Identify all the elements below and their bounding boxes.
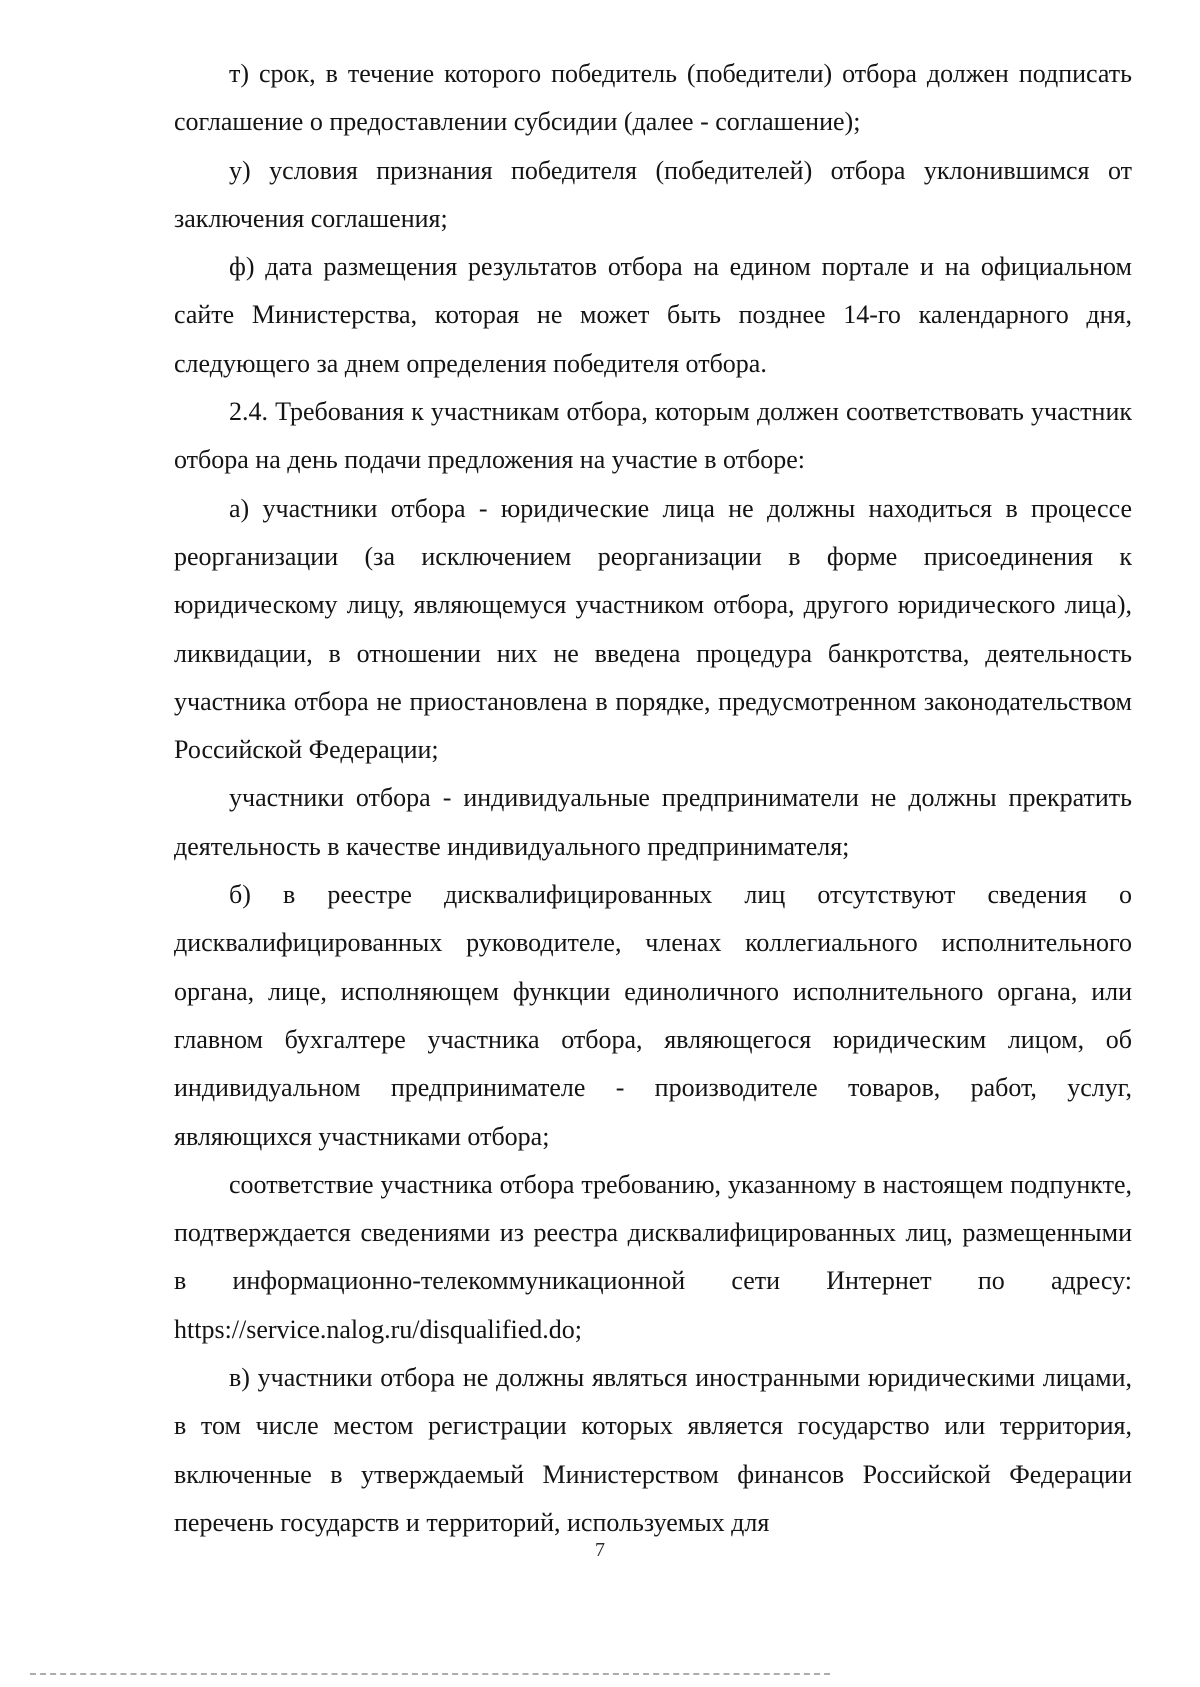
paragraph-v: в) участники отбора не должны являться иностранными юридическими лицами, в том числе местом регистрации которых является государство или территория, включенные в утверждаемый Министерством финансов Российской Федерации перечень государств и территорий, используемых для: [174, 1363, 1132, 1537]
paragraph-b-compliance: соответствие участника отбора требованию, указанному в настоящем подпункте, подтверждается сведениями из реестра дисквалифицированных лиц, размещенными в информационно-телекоммуникационной сети Интернет по адресу: https://service.nalog.ru/disqualified.do;: [174, 1169, 1132, 1344]
paragraph-t: т) срок, в течение которого победитель (победители) отбора должен подписать соглашение о предоставлении субсидии (далее - соглашение);: [174, 59, 1132, 137]
paragraph-u: у) условия признания победителя (победителей) отбора уклонившимся от заключения соглашения;: [174, 155, 1132, 233]
section-2-4-heading: 2.4. Требования к участникам отбора, которым должен соответствовать участник отбора на день подачи предложения на участие в отборе:: [174, 397, 1132, 475]
scan-edge-line: [30, 1673, 830, 1675]
paragraph-a-entrepreneurs: участники отбора - индивидуальные предприниматели не должны прекратить деятельность в качестве индивидуального предпринимателя;: [174, 783, 1132, 861]
paragraph-f: ф) дата размещения результатов отбора на едином портале и на официальном сайте Министерства, которая не может быть позднее 14-го календарного дня, следующего за днем определения победителя отбора.: [174, 252, 1132, 378]
paragraph-b: б) в реестре дисквалифицированных лиц отсутствуют сведения о дисквалифицированных руководителе, членах коллегиального исполнительного органа, лице, исполняющем функции единоличного исполнительного органа, или главном бухгалтере участника отбора, являющегося юридическим лицом, об индивидуальном предпринимателе - производителе товаров, работ, услуг, являющихся участниками отбора;: [174, 880, 1132, 1151]
page-number: 7: [595, 1539, 605, 1561]
paragraph-a: а) участники отбора - юридические лица не должны находиться в процессе реорганизации (за исключением реорганизации в форме присоединения к юридическому лицу, являющемуся участником отбора, другого юридического лица), ликвидации, в отношении них не введена процедура банкротства, деятельность участника отбора не приостановлена в порядке, предусмотренном законодательством Российской Федерации;: [174, 493, 1132, 765]
document-body: [174, 50, 1132, 1547]
